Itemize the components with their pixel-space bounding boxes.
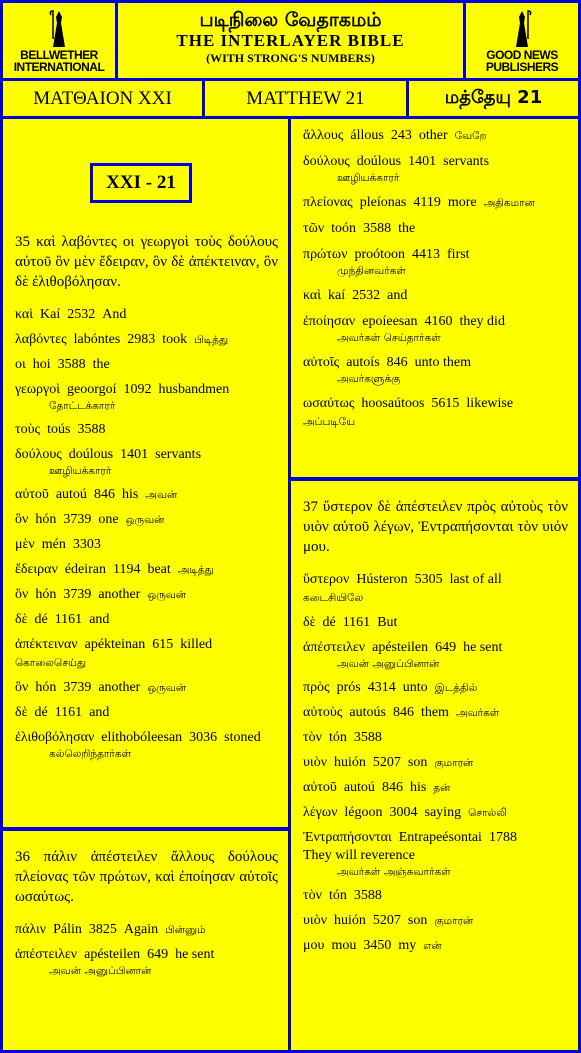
transliteration: édeiran: [64, 562, 106, 577]
english-gloss: his: [121, 487, 139, 502]
tamil-gloss: ஒருவன்: [147, 682, 187, 694]
english-gloss: and: [89, 612, 110, 627]
tamil-gloss: தன்: [433, 782, 451, 794]
goodnews-logo: [466, 3, 578, 78]
tamil-gloss: அதிகமான: [483, 197, 535, 209]
transliteration: Kaí: [40, 307, 61, 322]
transliteration: dé: [34, 612, 48, 627]
greek-word: ὃν: [15, 512, 29, 527]
word-entry: [15, 421, 278, 439]
shepherd-icon: [47, 9, 71, 49]
greek-word: γεωργοὶ: [15, 382, 60, 397]
greek-word: δούλους: [303, 154, 350, 169]
word-entry: [303, 639, 568, 672]
english-gloss: son: [407, 755, 428, 770]
transliteration: hoi: [32, 357, 51, 372]
word-entry: [15, 946, 278, 979]
greek-word: δὲ: [303, 615, 316, 630]
greek-word: καὶ: [15, 307, 34, 322]
word-entry: [303, 571, 568, 607]
transliteration: Pálin: [53, 922, 82, 937]
word-entry: [303, 754, 568, 772]
tamil-gloss: அப்படியே: [303, 416, 356, 428]
transliteration: doúlous: [68, 447, 114, 462]
strongs-number: 846: [386, 355, 408, 370]
tamil-gloss: சொல்லி: [468, 807, 507, 819]
english-gloss: saying: [424, 805, 462, 820]
strongs-number: 1788: [488, 830, 517, 845]
word-entry: [303, 937, 568, 955]
transliteration: mou: [331, 938, 357, 953]
strongs-number: 1194: [112, 562, 141, 577]
greek-word: πρὸς: [303, 680, 330, 695]
greek-word: ἀπέστειλεν: [15, 947, 78, 962]
greek-word: υιὸν: [303, 755, 328, 770]
greek-word: ἐποίησαν: [303, 314, 356, 329]
book-english: MATTHEW 21: [205, 81, 406, 116]
word-entry: [303, 220, 568, 238]
transliteration: mén: [41, 537, 66, 552]
greek-word: αὐτοῦ: [303, 780, 337, 795]
tamil-gloss: ஊழியக்காரர்: [337, 172, 400, 184]
english-gloss: one: [98, 512, 119, 527]
word-entry: [15, 586, 278, 604]
verse-text: 37 ὕστερον δὲ ἀπέστειλεν πρὸς αὐτοὺς τὸν υιὸν αὐτοῦ λέγων, Ἐντραπήσονται τὸν υιόν μου.: [303, 499, 568, 555]
greek-word: μὲν: [15, 537, 35, 552]
english-gloss: They will reverence: [303, 848, 415, 863]
strongs-number: 5615: [431, 396, 460, 411]
strongs-number: 846: [392, 705, 414, 720]
page-subtitle: (WITH STRONG'S NUMBERS): [206, 51, 375, 65]
tamil-gloss: அவர்கள் செய்தார்கள்: [337, 332, 441, 344]
tamil-gloss: கடைசியிலே: [303, 592, 364, 604]
transliteration: autoú: [343, 780, 375, 795]
english-gloss: the: [398, 221, 416, 236]
word-entry: [15, 636, 278, 672]
word-entry: [15, 611, 278, 629]
strongs-number: 649: [435, 640, 457, 655]
strongs-number: 4413: [412, 247, 441, 262]
strongs-number: 3739: [63, 512, 92, 527]
tamil-gloss: அவர்கள் அஞ்சுவார்கள்: [337, 866, 451, 878]
strongs-number: 243: [390, 128, 412, 143]
strongs-number: 846: [93, 487, 115, 502]
greek-word: αὐτοῖς: [303, 355, 340, 370]
strongs-number: 5305: [414, 572, 443, 587]
tamil-gloss: அவர்களுக்கு: [337, 373, 401, 385]
transliteration: epoíeesan: [362, 314, 418, 329]
panel-verse-36: [3, 831, 288, 1050]
english-gloss: he sent: [463, 640, 503, 655]
english-gloss: last of all: [449, 572, 502, 587]
strongs-number: 2532: [352, 288, 381, 303]
strongs-number: 3450: [363, 938, 392, 953]
word-entry: [303, 395, 568, 431]
word-entry: [15, 921, 278, 939]
word-entry: [303, 153, 568, 186]
transliteration: tón: [328, 888, 347, 903]
strongs-number: 1161: [342, 615, 371, 630]
strongs-number: 615: [152, 637, 174, 652]
tamil-gloss: அவன்: [145, 489, 178, 501]
transliteration: pleíonas: [359, 195, 407, 210]
english-gloss: my: [398, 938, 417, 953]
english-gloss: them: [420, 705, 449, 720]
transliteration: labóntes: [73, 332, 121, 347]
greek-word: οι: [15, 357, 26, 372]
english-gloss: husbandmen: [158, 382, 230, 397]
book-greek: ΜΑΤΘΑΙΟΝ XXI: [3, 81, 202, 116]
logo-text-1: GOOD NEWS: [486, 47, 558, 62]
shepherd-icon: [510, 9, 534, 49]
book-tamil: மத்தேயு 21: [409, 81, 578, 116]
tamil-gloss: அவன் அனுப்பினான்: [337, 658, 440, 670]
word-entry: [15, 331, 278, 349]
greek-word: δὲ: [15, 705, 28, 720]
tamil-gloss: பின்னும்: [165, 924, 206, 936]
strongs-number: 3303: [72, 537, 101, 552]
english-gloss: And: [102, 307, 127, 322]
greek-word: τὸν: [303, 888, 322, 903]
logo-text-1: BELLWETHER: [20, 47, 98, 62]
transliteration: huión: [334, 755, 366, 770]
word-entry: [15, 446, 278, 479]
english-gloss: servants: [443, 154, 490, 169]
english-gloss: more: [447, 195, 477, 210]
word-entry: [303, 127, 568, 145]
transliteration: prós: [336, 680, 361, 695]
greek-word: τοὺς: [15, 422, 41, 437]
verse-text: 36 πάλιν ἀπέστειλεν ἄλλους δούλους πλείονας τῶν πρώτων, καὶ ἐποίησαν αὐτοῖς ωσαύτως.: [15, 849, 278, 905]
transliteration: apésteilen: [84, 947, 141, 962]
word-entry: [15, 381, 278, 414]
word-entry: [303, 246, 568, 279]
panel-verse-35: [3, 119, 288, 827]
english-gloss: But: [377, 615, 398, 630]
logo-text-2: INTERNATIONAL: [13, 59, 105, 74]
greek-word: Ἐντραπήσονται: [303, 830, 392, 845]
transliteration: hón: [35, 680, 57, 695]
word-entry: [303, 704, 568, 722]
tamil-gloss: இடத்தில்: [434, 682, 478, 694]
strongs-number: 4119: [413, 195, 441, 210]
tamil-gloss: ஒருவன்: [147, 589, 187, 601]
english-gloss: stoned: [224, 730, 261, 745]
english-gloss: killed: [180, 637, 213, 652]
word-entry: [303, 729, 568, 747]
strongs-number: 3739: [63, 680, 92, 695]
strongs-number: 4314: [367, 680, 396, 695]
word-entry: [15, 356, 278, 374]
greek-word: ὕστερον: [303, 572, 350, 587]
tamil-gloss: என்: [423, 940, 442, 952]
word-entry: [15, 679, 278, 697]
word-entry: [15, 704, 278, 722]
greek-word: τῶν: [303, 221, 325, 236]
english-gloss: likewise: [466, 396, 514, 411]
transliteration: autoú: [55, 487, 87, 502]
strongs-number: 5207: [372, 755, 401, 770]
greek-word: ἀπέκτειναν: [15, 637, 78, 652]
word-entry: [303, 887, 568, 905]
page-title: THE INTERLAYER BIBLE: [176, 31, 405, 50]
strongs-number: 2532: [67, 307, 96, 322]
title-box: [118, 3, 463, 78]
word-entry: [15, 536, 278, 554]
word-entry: [303, 829, 568, 880]
transliteration: tón: [328, 730, 347, 745]
tamil-gloss: கொலைசெய்து: [15, 657, 87, 669]
english-gloss: the: [92, 357, 110, 372]
strongs-number: 3588: [353, 888, 382, 903]
transliteration: hón: [35, 587, 57, 602]
english-gloss: other: [418, 128, 448, 143]
strongs-number: 3036: [189, 730, 218, 745]
greek-word: υιὸν: [303, 913, 328, 928]
word-entry: [303, 614, 568, 632]
word-entry: [303, 679, 568, 697]
strongs-number: 5207: [372, 913, 401, 928]
transliteration: autoús: [349, 705, 386, 720]
strongs-number: 3825: [88, 922, 117, 937]
english-gloss: and: [89, 705, 110, 720]
english-gloss: he sent: [175, 947, 215, 962]
transliteration: Hústeron: [356, 572, 408, 587]
transliteration: huión: [334, 913, 366, 928]
word-entry: [303, 194, 568, 212]
transliteration: állous: [350, 128, 384, 143]
english-gloss: another: [98, 680, 141, 695]
greek-word: ἀπέστειλεν: [303, 640, 366, 655]
greek-word: ἄλλους: [303, 128, 344, 143]
word-entry: [15, 729, 278, 762]
verse-text: 35 καὶ λαβόντες οι γεωργοὶ τοὺς δούλους αὐτοῦ ὃν μὲν ἔδειραν, ὃν δὲ ἀπέκτειναν, ὃν δὲ ἐλιθοβόλησαν.: [15, 234, 278, 290]
english-gloss: unto them: [414, 355, 472, 370]
transliteration: toús: [47, 422, 71, 437]
english-gloss: Again: [123, 922, 159, 937]
greek-word: λέγων: [303, 805, 338, 820]
transliteration: dé: [322, 615, 336, 630]
title-tamil: படிநிலை வேதாகமம்: [199, 9, 382, 31]
transliteration: elithobóleesan: [101, 730, 183, 745]
transliteration: geoorgoí: [66, 382, 117, 397]
panel-verse-36-cont: [291, 119, 578, 477]
greek-word: πρώτων: [303, 247, 348, 262]
greek-word: ἐλιθοβόλησαν: [15, 730, 95, 745]
strongs-number: 3588: [363, 221, 392, 236]
word-entry: [303, 354, 568, 387]
logo-text-2: PUBLISHERS: [485, 59, 559, 74]
bellwether-logo: [3, 3, 115, 78]
panel-verse-37: [291, 481, 578, 1050]
tamil-gloss: ஊழியக்காரர்: [49, 465, 112, 477]
transliteration: légoon: [344, 805, 383, 820]
greek-word: μου: [303, 938, 325, 953]
word-entry: [303, 912, 568, 930]
english-gloss: son: [407, 913, 428, 928]
english-gloss: another: [98, 587, 141, 602]
strongs-number: 649: [147, 947, 169, 962]
word-entry: [303, 779, 568, 797]
tamil-gloss: அடித்து: [177, 564, 214, 576]
strongs-number: 3739: [63, 587, 92, 602]
transliteration: apésteilen: [372, 640, 429, 655]
greek-word: δὲ: [15, 612, 28, 627]
english-gloss: first: [447, 247, 470, 262]
greek-word: αὐτοὺς: [303, 705, 343, 720]
transliteration: toón: [331, 221, 357, 236]
tamil-gloss: தோட்டக்காரர்: [49, 400, 116, 412]
greek-word: ὃν: [15, 587, 29, 602]
tamil-gloss: அவர்கள்: [455, 707, 500, 719]
tamil-gloss: குமாரன்: [434, 757, 474, 769]
greek-word: ὃν: [15, 680, 29, 695]
word-entry: [303, 287, 568, 305]
transliteration: autoís: [346, 355, 380, 370]
tamil-gloss: முந்தினவர்கள்: [337, 265, 406, 277]
greek-word: τὸν: [303, 730, 322, 745]
strongs-number: 3588: [353, 730, 382, 745]
english-gloss: and: [387, 288, 408, 303]
chapter-label: XXI - 21: [90, 163, 192, 203]
transliteration: dé: [34, 705, 48, 720]
word-entry: [15, 561, 278, 579]
strongs-number: 3588: [57, 357, 86, 372]
english-gloss: his: [409, 780, 427, 795]
tamil-gloss: அவன் அனுப்பினான்: [49, 965, 152, 977]
strongs-number: 3588: [77, 422, 106, 437]
strongs-number: 1401: [120, 447, 149, 462]
greek-word: ωσαύτως: [303, 396, 355, 411]
greek-word: λαβόντες: [15, 332, 67, 347]
english-gloss: unto: [402, 680, 428, 695]
strongs-number: 3004: [389, 805, 418, 820]
strongs-number: 1401: [408, 154, 437, 169]
transliteration: apékteinan: [84, 637, 146, 652]
greek-word: αὐτοῦ: [15, 487, 49, 502]
tamil-gloss: குமாரன்: [434, 915, 474, 927]
strongs-number: 846: [381, 780, 403, 795]
word-entry: [15, 486, 278, 504]
tamil-gloss: வேறே: [454, 130, 487, 142]
strongs-number: 1161: [54, 612, 83, 627]
english-gloss: took: [162, 332, 188, 347]
transliteration: kaí: [328, 288, 346, 303]
transliteration: doúlous: [356, 154, 402, 169]
strongs-number: 2983: [127, 332, 156, 347]
greek-word: ἔδειραν: [15, 562, 58, 577]
transliteration: Entrapeésontai: [398, 830, 482, 845]
word-entry: [15, 306, 278, 324]
word-entry: [15, 511, 278, 529]
word-entry: [303, 313, 568, 346]
transliteration: hoosaútoos: [361, 396, 425, 411]
greek-word: πλείονας: [303, 195, 353, 210]
english-gloss: servants: [155, 447, 202, 462]
greek-word: καὶ: [303, 288, 322, 303]
strongs-number: 1161: [54, 705, 83, 720]
strongs-number: 1092: [123, 382, 152, 397]
tamil-gloss: ஒருவன்: [125, 514, 165, 526]
transliteration: proótoon: [354, 247, 406, 262]
english-gloss: they did: [459, 314, 505, 329]
word-entry: [303, 804, 568, 822]
english-gloss: beat: [147, 562, 171, 577]
tamil-gloss: கல்லெறிந்தார்கள்: [49, 748, 132, 760]
transliteration: hón: [35, 512, 57, 527]
greek-word: πάλιν: [15, 922, 47, 937]
strongs-number: 4160: [424, 314, 453, 329]
tamil-gloss: பிடித்து: [194, 334, 229, 346]
greek-word: δούλους: [15, 447, 62, 462]
